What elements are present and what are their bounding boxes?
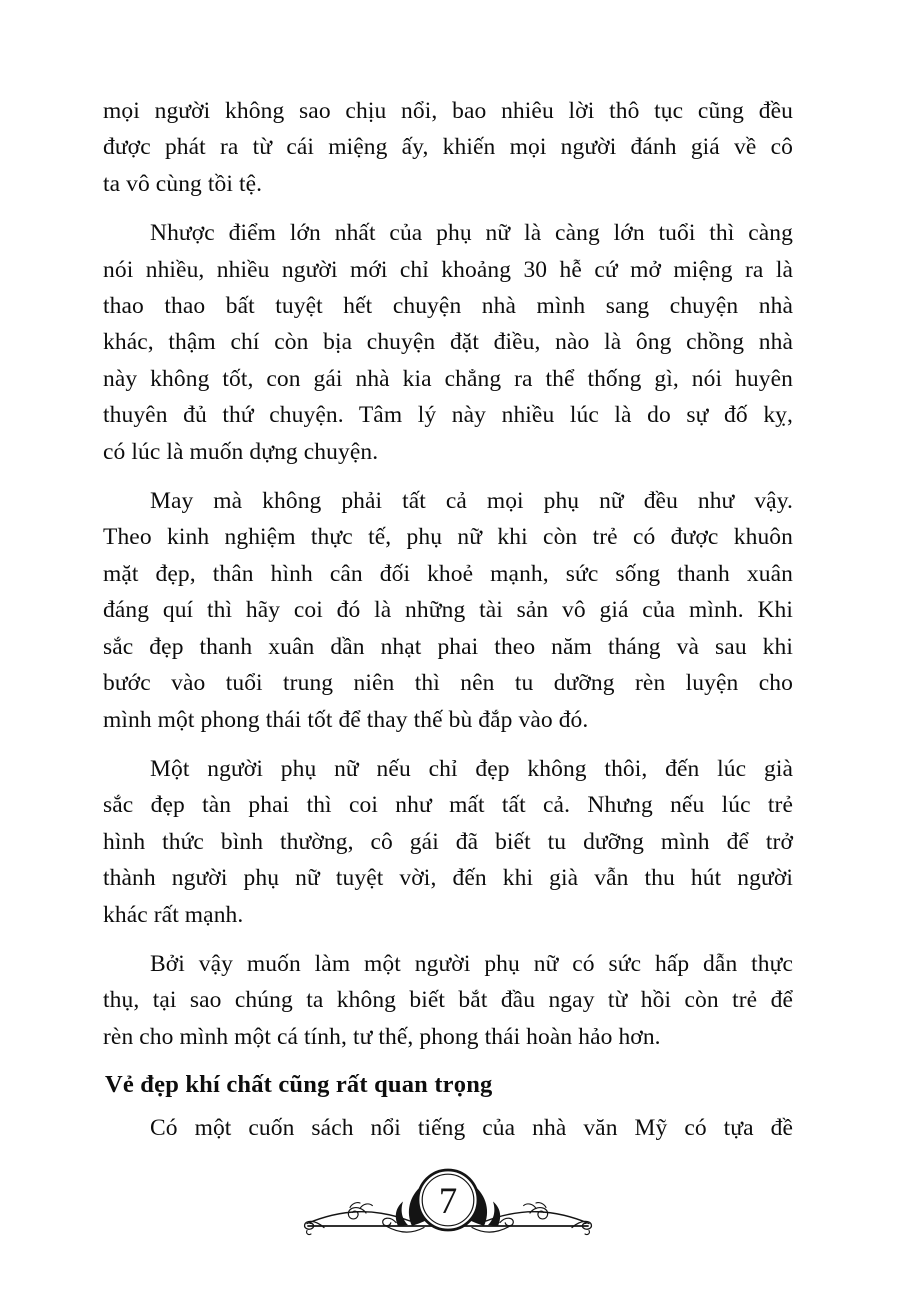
text-line: sắc đẹp thanh xuân dần nhạt phai theo năm tháng và sau khi — [103, 633, 793, 660]
body-text — [103, 93, 793, 1147]
text-line: sắc đẹp tàn phai thì coi như mất tất cả. Nhưng nếu lúc trẻ — [103, 792, 793, 819]
page-number: 7 — [438, 1180, 458, 1222]
text-line: được phát ra từ cái miệng ấy, khiến mọi người đánh giá về cô — [103, 134, 793, 161]
text-line: thụ, tại sao chúng ta không biết bắt đầu ngay từ hồi còn trẻ để — [103, 987, 793, 1014]
text-line: ta vô cùng tồi tệ. — [103, 170, 263, 197]
text-line: bước vào tuổi trung niên thì nên tu dưỡng rèn luyện cho — [103, 670, 793, 697]
paragraph — [103, 483, 793, 738]
page-number-badge — [418, 1170, 478, 1230]
text-line: rèn cho mình một cá tính, tư thế, phong thái hoàn hảo hơn. — [103, 1023, 661, 1050]
text-line: Có một cuốn sách nổi tiếng của nhà văn Mỹ có tựa đề — [150, 1115, 793, 1142]
text-line: đáng quí thì hãy coi đó là những tài sản vô giá của mình. Khi — [103, 597, 793, 624]
text-line: May mà không phải tất cả mọi phụ nữ đều như vậy. — [150, 488, 793, 515]
paragraph — [103, 1110, 793, 1146]
text-line: khác rất mạnh. — [103, 901, 244, 928]
text-line: này không tốt, con gái nhà kia chẳng ra thể thống gì, nói huyên — [103, 365, 793, 392]
text-line: Theo kinh nghiệm thực tế, phụ nữ khi còn trẻ có được khuôn — [103, 524, 793, 551]
page-footer — [103, 1160, 793, 1244]
text-line: hình thức bình thường, cô gái đã biết tu dưỡng mình để trở — [103, 828, 793, 855]
text-line: Nhược điểm lớn nhất của phụ nữ là càng lớn tuổi thì càng — [150, 220, 793, 247]
paragraph — [103, 93, 793, 202]
text-line: Bởi vậy muốn làm một người phụ nữ có sức hấp dẫn thực — [150, 950, 793, 977]
text-line: thành người phụ nữ tuyệt vời, đến khi già vẫn thu hút người — [103, 865, 793, 892]
paragraph — [103, 215, 793, 470]
text-line: mặt đẹp, thân hình cân đối khoẻ mạnh, sức sống thanh xuân — [103, 560, 793, 587]
paragraph — [103, 751, 793, 933]
text-line: có lúc là muốn dựng chuyện. — [103, 438, 379, 465]
page-footer-ornament — [298, 1160, 598, 1244]
text-line: Một người phụ nữ nếu chỉ đẹp không thôi, đến lúc già — [150, 755, 793, 782]
section-heading: Vẻ đẹp khí chất cũng rất quan trọng — [105, 1071, 493, 1099]
paragraph — [103, 946, 793, 1055]
text-line: thuyên đủ thứ chuyện. Tâm lý này nhiều lúc là do sự đố kỵ, — [103, 402, 793, 429]
text-line: nói nhiều, nhiều người mới chỉ khoảng 30 hễ cứ mở miệng ra là — [103, 256, 793, 283]
text-line: mọi người không sao chịu nổi, bao nhiêu lời thô tục cũng đều — [103, 98, 793, 124]
text-line: mình một phong thái tốt để thay thế bù đắp vào đó. — [103, 706, 589, 733]
text-line: thao thao bất tuyệt hết chuyện nhà mình sang chuyện nhà — [103, 293, 793, 320]
text-line: khác, thậm chí còn bịa chuyện đặt điều, nào là ông chồng nhà — [103, 329, 793, 356]
